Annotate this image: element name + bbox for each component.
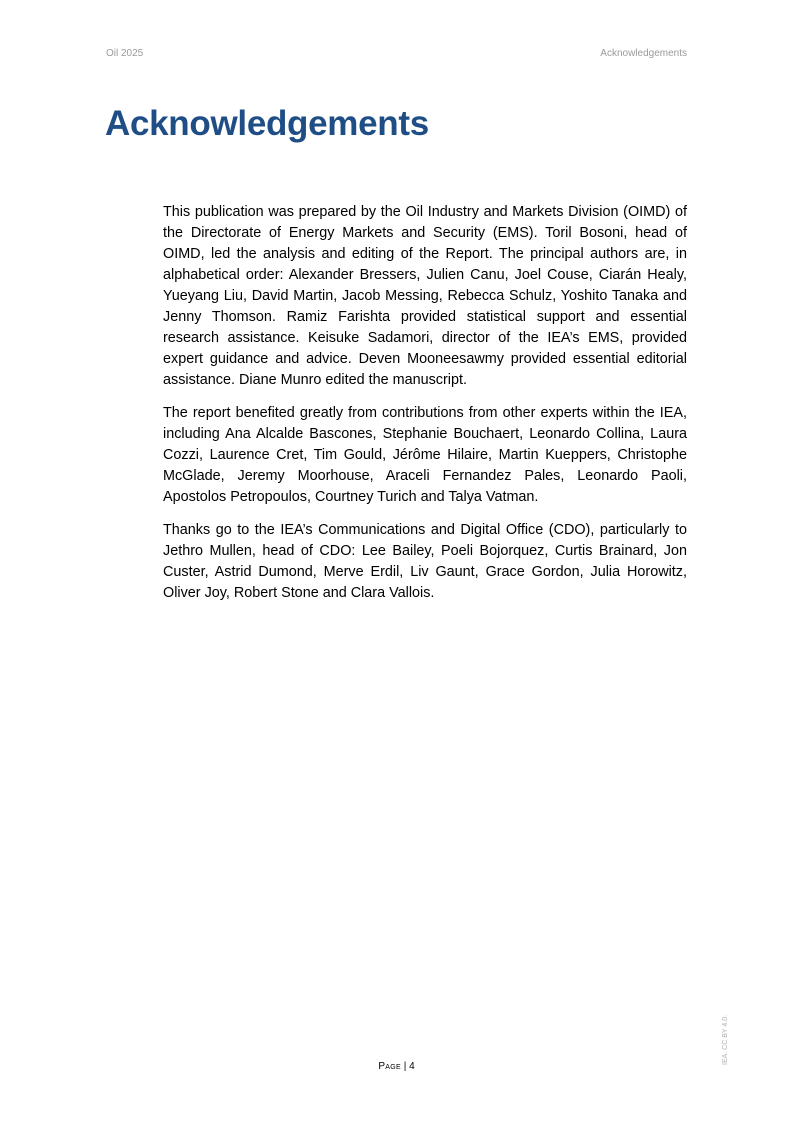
paragraph-contributors: The report benefited greatly from contributions from other experts within the IEA, including Ana Alcalde Bascones, Stephanie Bouchaert, Leonardo Collina, Laura Cozzi, Laurence Cret, Tim Gould, Jérôme Hilaire, Martin Kueppers, Christophe McGlade, Jeremy Moorhouse, Araceli Fernandez Pales, Leonardo Paoli, Apostolos Petropoulos, Courtney Turich and Talya Vatman. (163, 405, 687, 505)
page-footer (0, 1061, 793, 1072)
license-notice: IEA. CC BY 4.0. (722, 1014, 729, 1065)
paragraph-communications: Thanks go to the IEA’s Communications and Digital Office (CDO), particularly to Jethro Mullen, head of CDO: Lee Bailey, Poeli Bojorquez, Curtis Brainard, Jon Custer, Astrid Dumond, Merve Erdil, Liv Gaunt, Grace Gordon, Julia Horowitz, Oliver Joy, Robert Stone and Clara Vallois. (163, 522, 687, 601)
page-separator: | (400, 1061, 410, 1072)
paragraph-authors: This publication was prepared by the Oil Industry and Markets Division (OIMD) of the Directorate of Energy Markets and Security (EMS). Toril Bosoni, head of OIMD, led the analysis and editing of the Report. The principal authors are, in alphabetical order: Alexander Bressers, Julien Canu, Joel Couse, Ciarán Healy, Yueyang Liu, David Martin, Jacob Messing, Rebecca Schulz, Yoshito Tanaka and Jenny Thomson. Ramiz Farishta provided statistical support and essential research assistance. Keisuke Sadamori, director of the IEA’s EMS, provided expert guidance and advice. Deven Mooneesawmy provided essential editorial assistance. Diane Munro edited the manuscript. (163, 204, 687, 388)
section-title-header: Acknowledgements (600, 48, 687, 59)
page-label: Page (378, 1061, 401, 1072)
report-title-header: Oil 2025 (106, 48, 144, 59)
acknowledgements-body (163, 202, 687, 616)
page-title: Acknowledgements (105, 104, 429, 143)
running-header (106, 48, 687, 62)
page-number: 4 (409, 1061, 415, 1072)
